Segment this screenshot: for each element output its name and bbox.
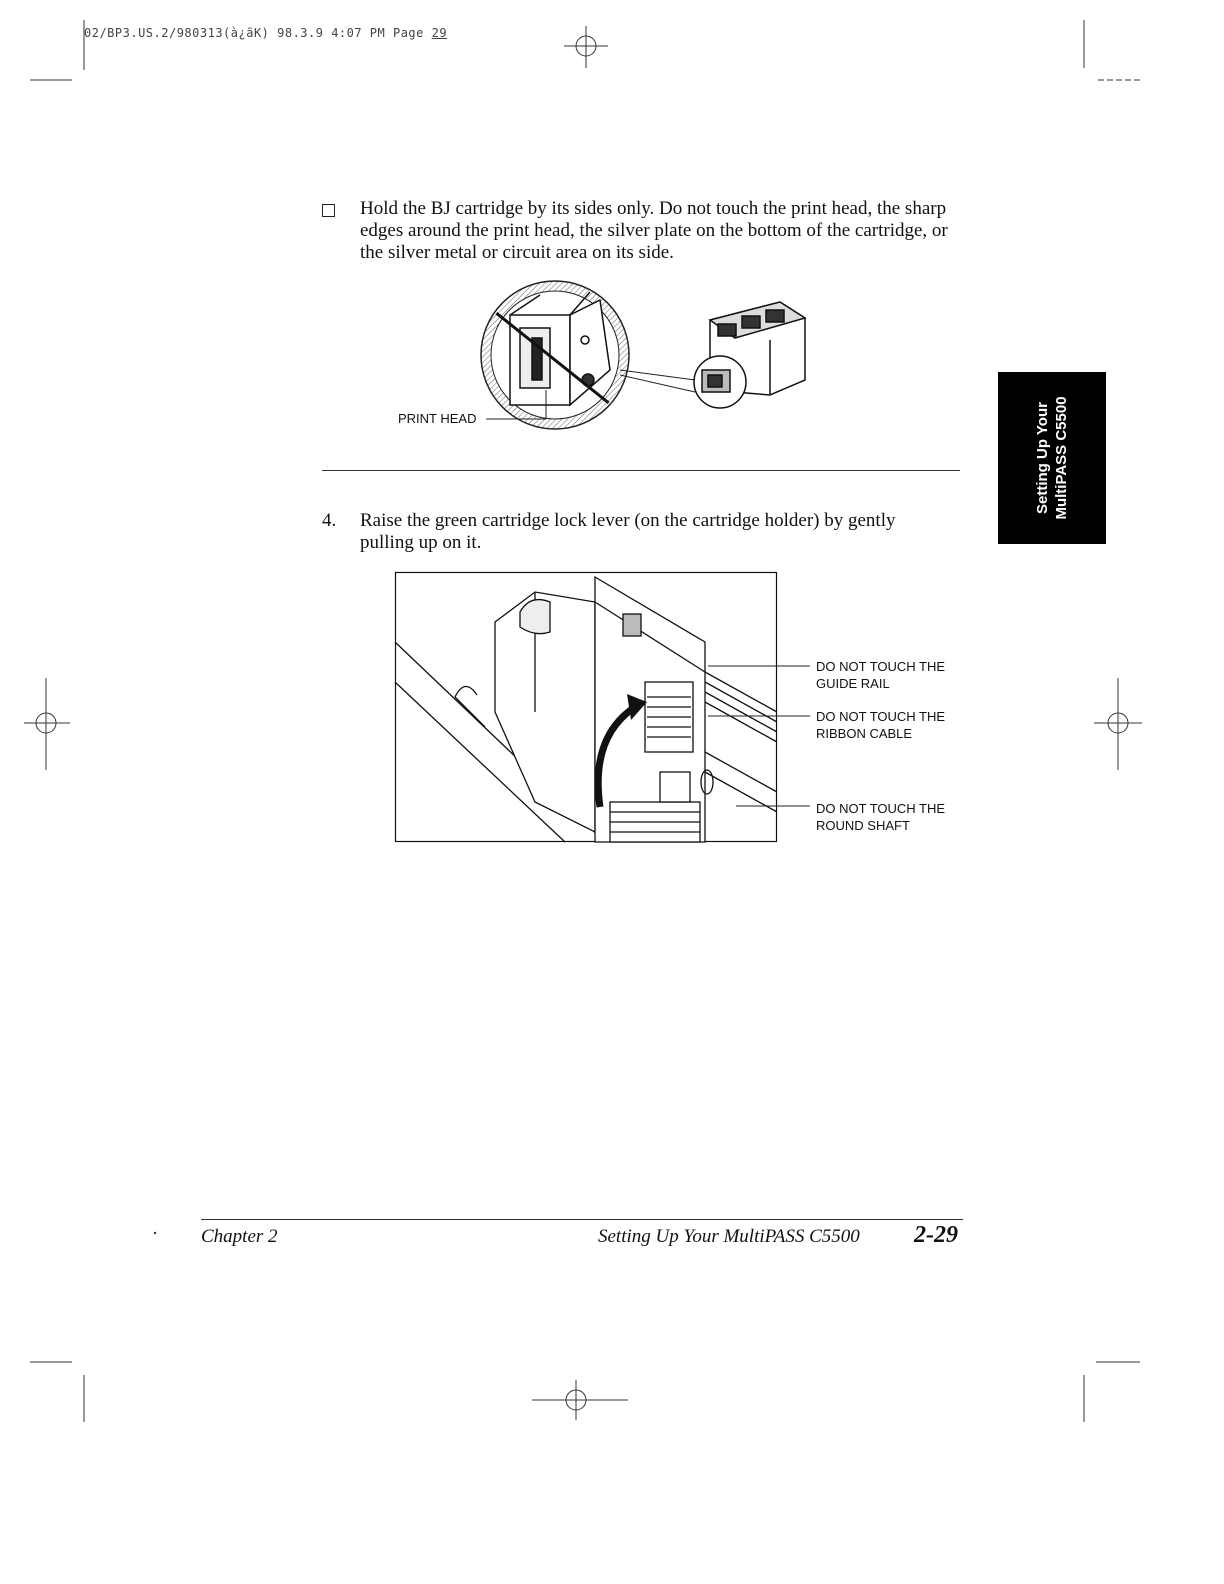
- step-text: Raise the green cartridge lock lever (on the cartridge holder) by gently pulling up on it.: [360, 510, 896, 553]
- callout-guide-rail-line1: DO NOT TOUCH THE: [816, 659, 946, 674]
- chapter-side-tab: [998, 372, 1106, 544]
- footer-chapter: Chapter 2: [201, 1226, 278, 1247]
- slug-text: 02/BP3.US.2/980313(à¿ãK) 98.3.9 4:07 PM Page: [84, 26, 424, 40]
- callout-round-shaft-line2: ROUND SHAFT: [816, 818, 910, 833]
- step-number: 4.: [322, 510, 337, 531]
- callout-guide-rail-line2: GUIDE RAIL: [816, 676, 890, 691]
- section-divider: [322, 470, 960, 471]
- side-tab-line2: MultiPASS C5500: [1053, 396, 1070, 520]
- callout-ribbon-cable-line2: RIBBON CABLE: [816, 726, 913, 741]
- callout-leaders: [706, 660, 816, 820]
- print-head-label: PRINT HEAD: [398, 411, 477, 426]
- footer-rule: [201, 1219, 963, 1220]
- callout-round-shaft-line1: DO NOT TOUCH THE: [816, 801, 946, 816]
- callout-ribbon-cable-line1: DO NOT TOUCH THE: [816, 709, 946, 724]
- callout-guide-rail: [816, 658, 945, 692]
- bullet-paragraph: Hold the BJ cartridge by its sides only. Do not touch the print head, the sharp edges around the print head, the silver plate on the bottom of the cartridge, or the silver metal or circuit area on its side.: [360, 198, 948, 263]
- side-tab-line1: Setting Up Your: [1034, 402, 1051, 514]
- callout-ribbon-cable: [816, 708, 945, 742]
- print-head-leader: [484, 410, 564, 430]
- bullet-checkbox-icon: [322, 204, 335, 217]
- callout-round-shaft: [816, 800, 945, 834]
- slug-page: 29: [431, 26, 448, 40]
- print-slug: [84, 26, 447, 40]
- footer-section: Setting Up Your MultiPASS C5500: [598, 1226, 860, 1247]
- footer-page-number: 2-29: [914, 1222, 958, 1248]
